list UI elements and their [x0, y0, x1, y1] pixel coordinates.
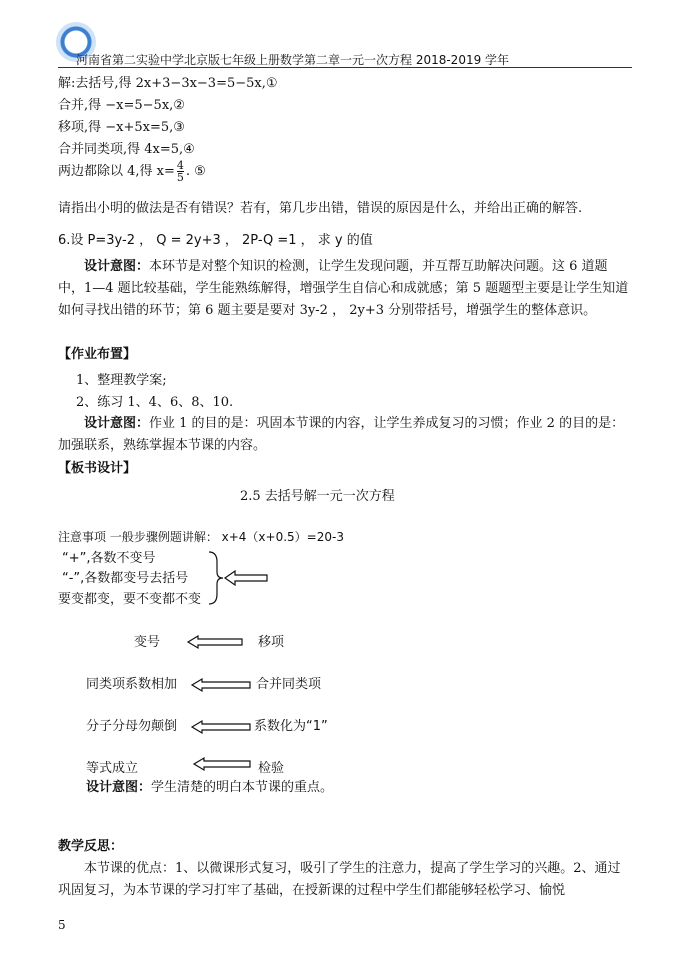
- rule-all: 要变都变，要不变都不变: [58, 592, 202, 607]
- question-text: 请指出小明的做法是否有错误？若有，第几步出错，错误的原因是什么，并给出正确的解答.: [58, 201, 583, 216]
- step-2-equation: −x=5−5x,②: [105, 98, 185, 113]
- solution-step-3: 移项,得 −x+5x=5,③: [58, 120, 185, 135]
- solution-step-4: 合并同类项,得 4x=5,④: [58, 142, 195, 157]
- rule-plus: “+”,各数不变号: [62, 551, 156, 566]
- design-intent-3: 设计意图：学生清楚的明白本节课的重点。: [86, 780, 334, 795]
- solution-step-1: 解:去括号,得 2x+3−3x−3=5−5x,①: [58, 76, 278, 91]
- homework-heading: 【作业布置】: [58, 347, 137, 362]
- left-arrow-icon: [186, 634, 246, 650]
- design-intent-2: 设计意图：作业 1 的目的是：巩固本节课的内容，让学生养成复习的习惯；作业 2 的目的是：加强联系，熟练掌握本节课的内容。: [58, 416, 625, 453]
- fraction: $\frac{4}{5}$: [176, 159, 184, 184]
- reflection-text: 本节课的优点：1、以微课形式复习，吸引了学生的注意力，提高了学生学习的兴趣。2、通过巩固复习，为本节课的学习打牢了基础，在授新课的过程中学生们都能够轻松学习、愉悦: [58, 861, 621, 898]
- board-heading: 【板书设计】: [58, 461, 137, 476]
- pair-2-right: 合并同类项: [256, 677, 322, 692]
- left-arrow-icon: [190, 719, 254, 735]
- pair-1-left: 变号: [134, 635, 161, 650]
- solution-step-2: 合并,得 −x=5−5x,②: [58, 98, 185, 113]
- solution-step-5: 两边都除以 4,得 x= $\frac{4}{5}$ . ⑤: [58, 159, 206, 184]
- homework-item-2: 2、练习 1、4、6、8、10.: [76, 395, 234, 410]
- reflection-heading: 教学反思：: [58, 839, 124, 854]
- question-6: 6.设 P=3y-2 ， Q = 2y+3 ， 2P-Q =1 ， 求 y 的值: [58, 233, 373, 248]
- brace-arrow-icon: [205, 550, 275, 606]
- pair-4-right: 检验: [258, 761, 285, 776]
- page-header-title: 河南省第二实验中学北京版七年级上册数学第二章一元一次方程 2018-2019 学年: [76, 53, 510, 67]
- pair-2-left: 同类项系数相加: [86, 677, 178, 692]
- rule-minus: “-”,各数都变号去括号: [62, 571, 189, 586]
- pair-3-left: 分子分母勿颠倒: [86, 719, 178, 734]
- pair-4-left: 等式成立: [86, 761, 139, 776]
- step-4-equation: 4x=5,④: [144, 142, 195, 157]
- pair-1-right: 移项: [258, 635, 285, 650]
- page-number: 5: [58, 918, 66, 932]
- left-arrow-icon: [190, 677, 254, 693]
- header-divider: [58, 67, 632, 68]
- board-intro: 注意事项 一般步骤例题讲解： x+4（x+0.5）=20-3: [58, 530, 344, 544]
- left-arrow-icon: [192, 756, 254, 772]
- design-intent-1: 设计意图：本环节是对整个知识的检测，让学生发现问题，并互帮互助解决问题。这 6 道题中，1—4 题比较基础，学生能熟练解得，增强学生自信心和成就感；第 5 题题型主要是让学生知道如何寻找出错的环节；第 6 题主要是要对 3y-2 ， 2y+3 分别带括号，增强学生的整体意识。: [58, 259, 629, 318]
- step-1-equation: 2x+3−3x−3=5−5x,①: [135, 76, 278, 91]
- pair-3-right: 系数化为“1”: [254, 719, 328, 734]
- board-title: 2.5 去括号解一元一次方程: [240, 489, 395, 504]
- step-3-equation: −x+5x=5,③: [105, 120, 185, 135]
- homework-item-1: 1、整理教学案;: [76, 373, 167, 388]
